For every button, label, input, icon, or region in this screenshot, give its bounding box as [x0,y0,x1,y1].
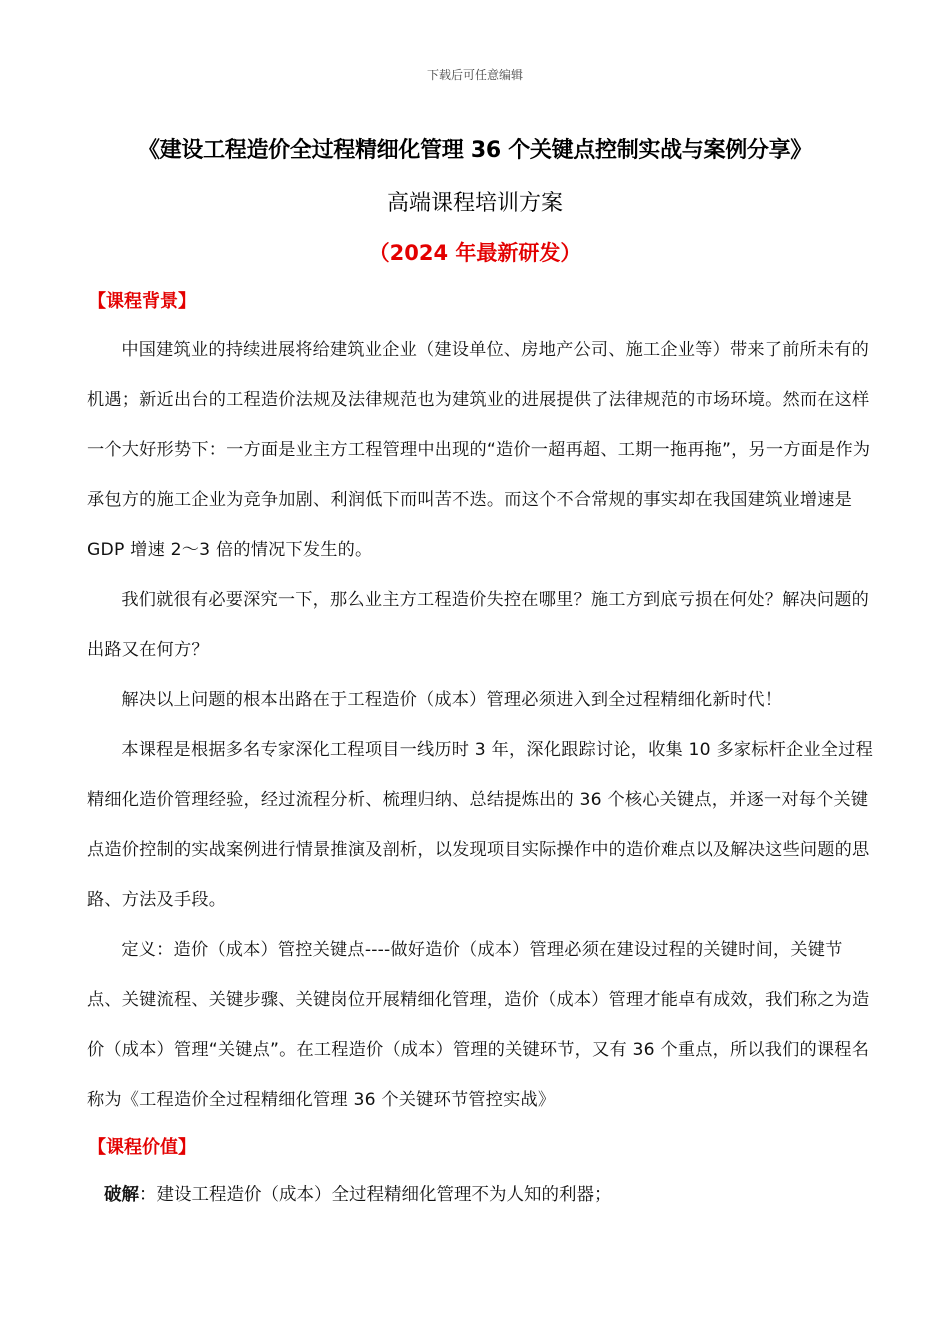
value-heading: 【课程价值】 [88,1137,196,1158]
value-item-text: ：建设工程造价（成本）全过程精细化管理不为人知的利器； [139,1185,612,1205]
header-note: 下载后可任意编辑 [426,68,523,82]
background-paragraph: 定义：造价（成本）管控关键点----做好造价（成本）管理必须在建设过程的关键时间，关键节点、关键流程、关键步骤、关键岗位开展精细化管理，造价（成本）管理才能卓有成效，我们称之为造价（成本）管理“关键点”。在工程造价（成本）管理的关键环节，又有 36 个重点，所以我们的课程名称为《工程造价全过程精细化管理 36 个关键环节管控实战》 [87,940,870,1110]
value-item-label: 破解 [104,1185,139,1205]
document-subtitle: 高端课程培训方案 [386,191,563,216]
year-note: （2024 年最新研发） [368,241,582,265]
document-title: 《建设工程造价全过程精细化管理 36 个关键点控制实战与案例分享》 [137,138,813,163]
background-heading: 【课程背景】 [88,291,196,312]
value-item [104,1180,612,1210]
background-paragraph: 我们就很有必要深究一下，那么业主方工程造价失控在哪里？施工方到底亏损在何处？解决问题的出路又在何方？ [87,590,870,660]
background-paragraph: 解决以上问题的根本出路在于工程造价（成本）管理必须进入到全过程精细化新时代！ [121,690,783,710]
background-paragraph: 中国建筑业的持续进展将给建筑业企业（建设单位、房地产公司、施工企业等）带来了前所未有的机遇；新近出台的工程造价法规及法律规范也为建筑业的进展提供了法律规范的市场环境。然而在这样一个大好形势下：一方面是业主方工程管理中出现的“造价一超再超、工期一拖再拖”，另一方面是作为承包方的施工企业为竞争加剧、利润低下而叫苦不迭。而这个不合常规的事实却在我国建筑业增速是 GDP 增速 2～3 倍的情况下发生的。 [87,340,871,560]
background-paragraph: 本课程是根据多名专家深化工程项目一线历时 3 年，深化跟踪讨论，收集 10 多家标杆企业全过程精细化造价管理经验，经过流程分析、梳理归纳、总结提炼出的 36 个核心关键点，并逐一对每个关键点造价控制的实战案例进行情景推演及剖析，以发现项目实际操作中的造价难点以及解决这些问题的思路、方法及手段。 [87,740,873,910]
background-body [87,325,877,1125]
